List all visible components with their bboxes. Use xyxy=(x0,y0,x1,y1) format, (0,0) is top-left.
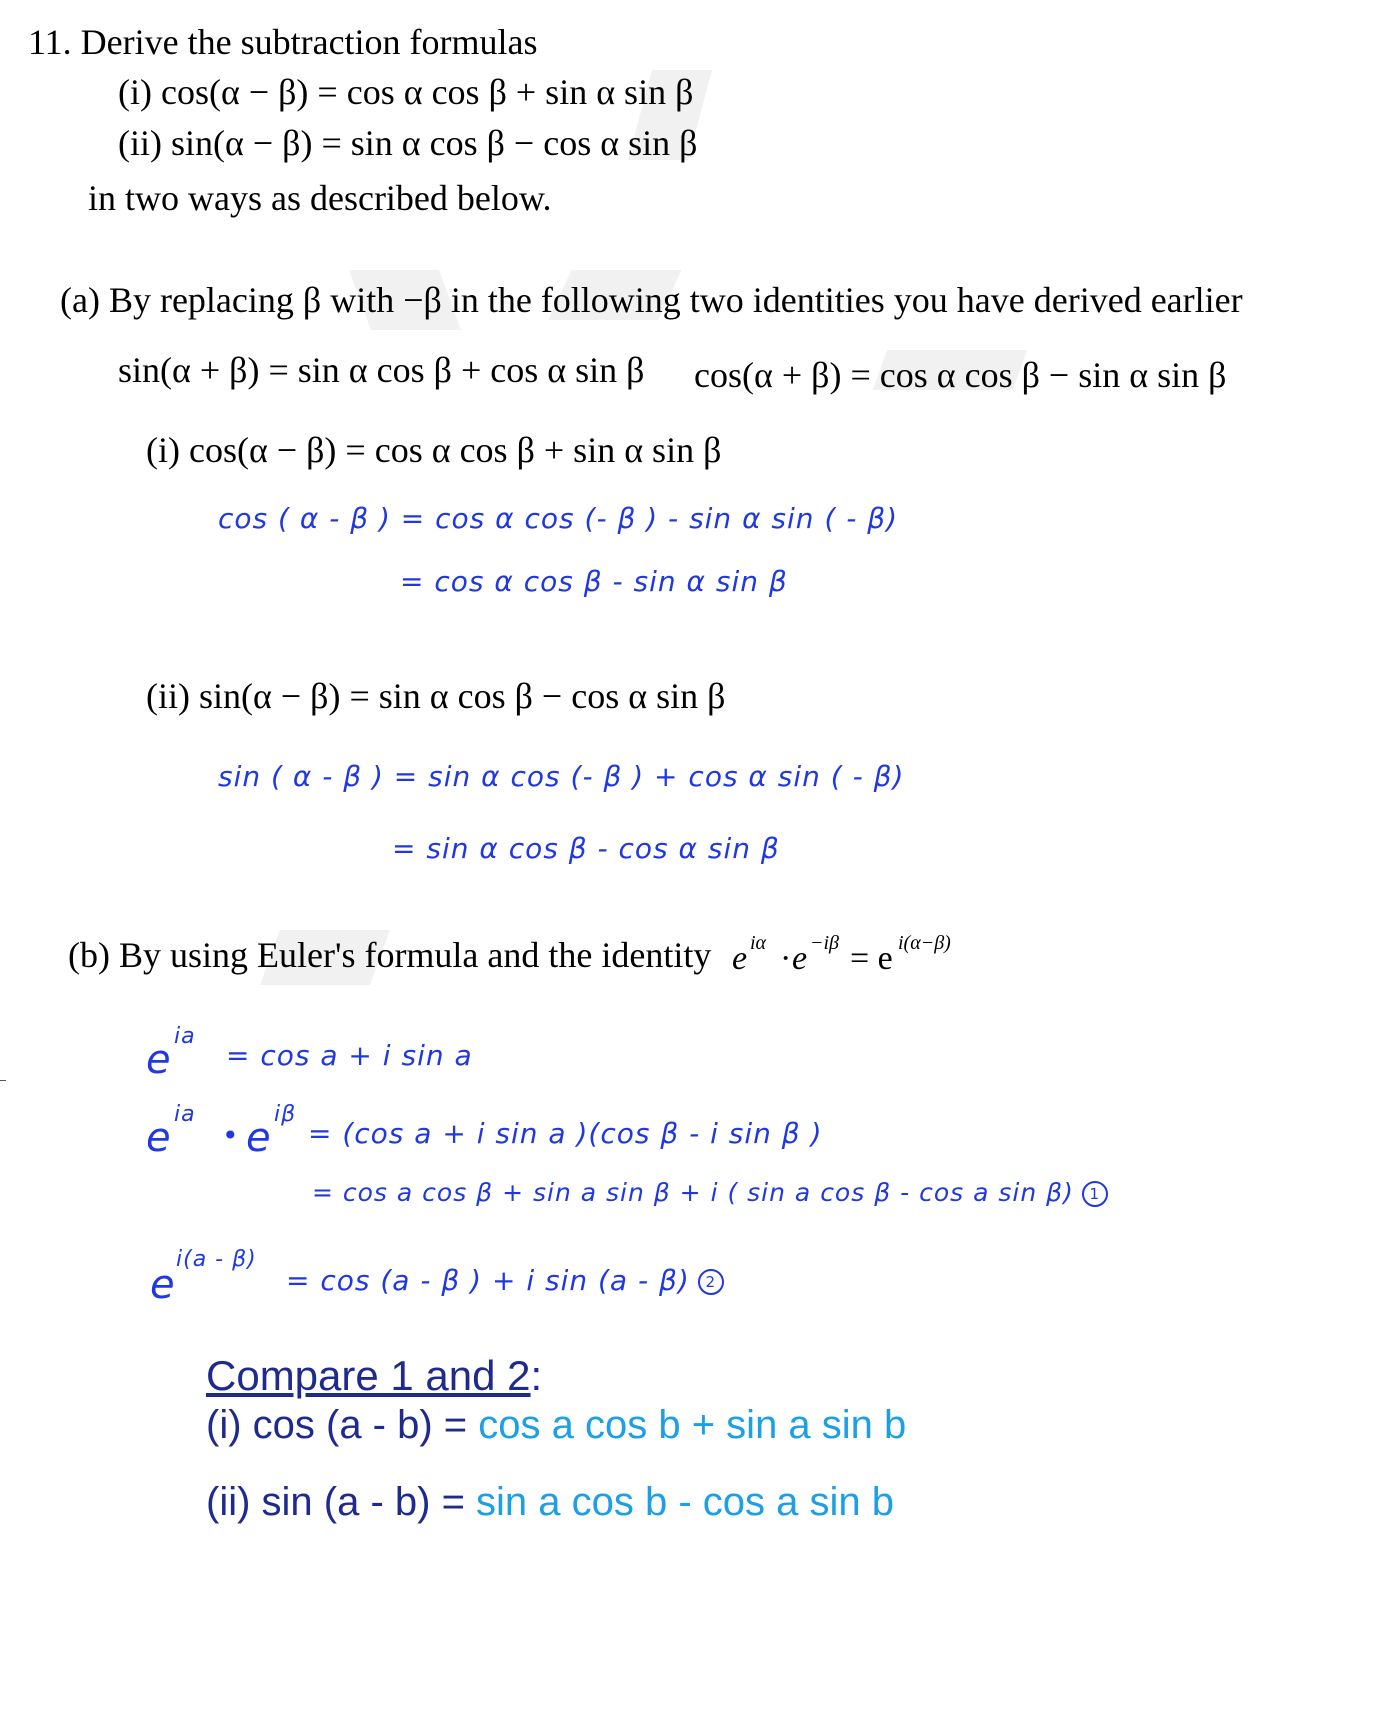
margin-mark xyxy=(0,1080,6,1081)
euler-line-4 xyxy=(150,1245,850,1308)
part-a-ii-step2: = sin α cos β - cos α sin β xyxy=(392,832,780,865)
compare-i-result: cos a cos b + sin a sin b xyxy=(478,1403,907,1447)
line2-rhs: = (cos a + i sin a )(cos β - i sin β ) xyxy=(308,1117,823,1150)
line1-rhs: = cos a + i sin a xyxy=(226,1039,473,1072)
part-a-ii-title: (ii) sin(α − β) = sin α cos β − cos α sin β xyxy=(146,676,726,716)
line1-base: e xyxy=(146,1037,172,1083)
part-a-i-step1: cos ( α - β ) = cos α cos (- β ) - sin α sin ( - β) xyxy=(218,502,899,535)
euler-identity xyxy=(732,930,982,980)
part-b-heading: (b) By using Euler's formula and the identity xyxy=(68,935,712,975)
euler-line-3 xyxy=(312,1180,1108,1207)
compare-i-prefix: (i) cos (a - b) = xyxy=(206,1403,479,1447)
euler-line-2 xyxy=(146,1100,866,1160)
compare-ii-prefix: (ii) sin (a - b) = xyxy=(206,1480,477,1524)
line4-rhs: = cos (a - β ) + i sin (a - β) xyxy=(286,1264,690,1297)
compare-i xyxy=(206,1405,906,1445)
compare-colon: : xyxy=(530,1352,543,1399)
line2-base-2: e xyxy=(246,1115,272,1161)
line4-exp: i(a - β) xyxy=(176,1247,257,1272)
compare-heading xyxy=(206,1352,543,1399)
identity-cos: cos(α + β) = cos α cos β − sin α sin β xyxy=(694,355,1227,395)
part-a-i-step2: = cos α cos β - sin α sin β xyxy=(400,565,788,598)
identity-eq: = e xyxy=(850,940,893,977)
identity-exp-2: −iβ xyxy=(810,932,840,954)
line1-exp: ia xyxy=(174,1024,196,1049)
identity-exp-3: i(α−β) xyxy=(898,932,951,954)
part-a-i-title: (i) cos(α − β) = cos α cos β + sin α sin β xyxy=(146,430,722,470)
compare-ii-result: sin a cos b - cos a sin b xyxy=(476,1480,895,1524)
identity-base-1: e xyxy=(732,940,748,977)
line4-base: e xyxy=(150,1262,176,1308)
euler-line-1 xyxy=(146,1022,566,1082)
compare-ii xyxy=(206,1482,894,1522)
identity-base-2: e xyxy=(792,940,808,977)
part-a-ii-step1: sin ( α - β ) = sin α cos (- β ) + cos α sin ( - β) xyxy=(218,760,905,793)
line3-text: = cos a cos β + sin a sin β + i ( sin a cos β - cos a sin β) xyxy=(312,1178,1074,1207)
problem-title: 11. Derive the subtraction formulas xyxy=(28,22,538,62)
identity-exp-1: iα xyxy=(750,932,767,954)
identity-sin: sin(α + β) = sin α cos β + cos α sin β xyxy=(118,350,645,390)
formula-i: (i) cos(α − β) = cos α cos β + sin α sin β xyxy=(118,72,694,112)
compare-heading-text: Compare 1 and 2 xyxy=(206,1352,531,1399)
circled-one: 1 xyxy=(1082,1181,1108,1207)
line2-base: e xyxy=(146,1115,172,1161)
line4-rhs-wrap xyxy=(286,1264,724,1297)
line2-dot: • xyxy=(222,1119,240,1152)
line2-exp-2: iβ xyxy=(274,1102,297,1127)
ways-text: in two ways as described below. xyxy=(88,178,552,218)
line2-exp: ia xyxy=(174,1102,196,1127)
circled-two: 2 xyxy=(698,1269,724,1295)
identity-dot: · xyxy=(780,940,792,977)
part-a-heading: (a) By replacing β with −β in the following two identities you have derived earlier xyxy=(60,280,1243,320)
formula-ii: (ii) sin(α − β) = sin α cos β − cos α sin β xyxy=(118,123,698,163)
